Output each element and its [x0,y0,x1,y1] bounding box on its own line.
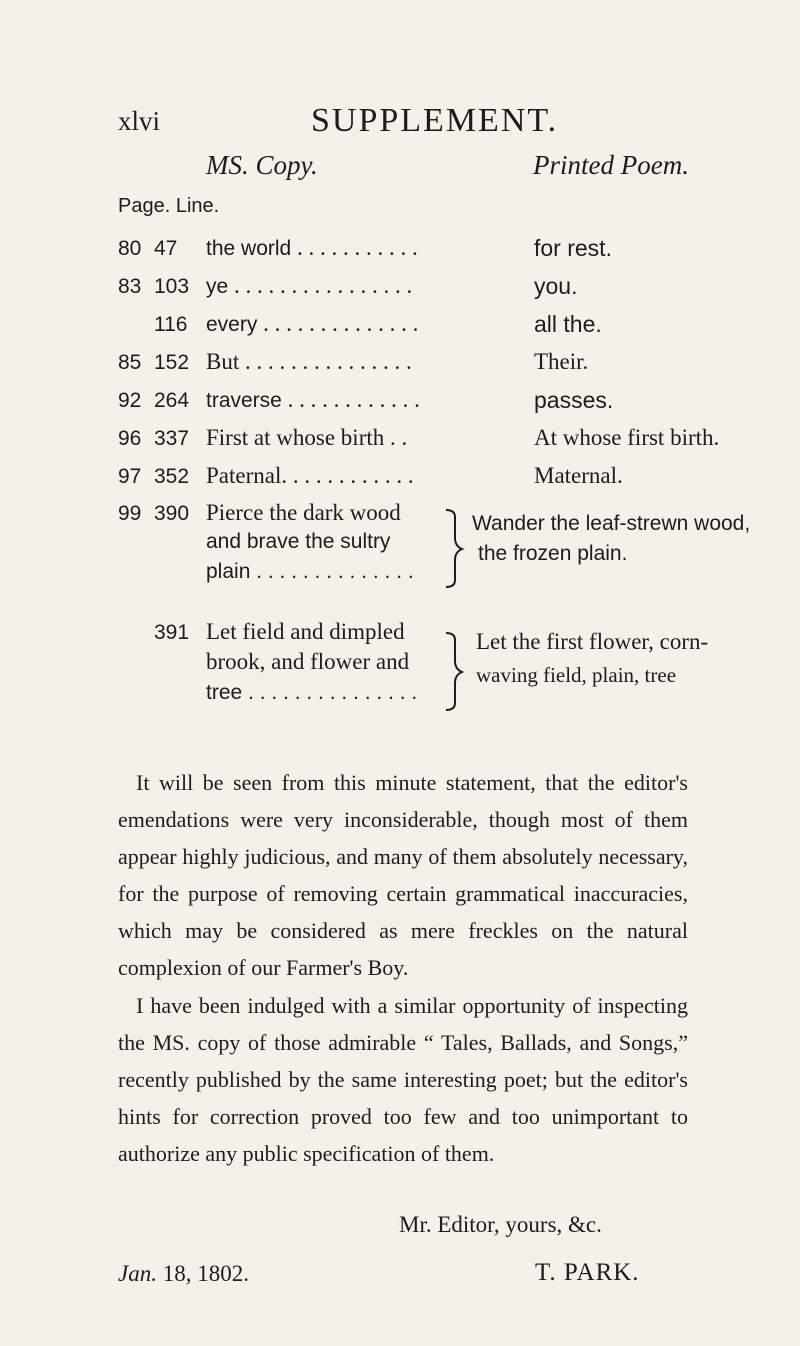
row-printed-text: all the. [534,311,602,337]
leader-dots: . . . . . . . . . . . . . . [257,311,419,336]
leader-dots: . . [384,425,408,450]
row-page: 80 [118,237,142,260]
printed-text-line: waving field, plain, tree [476,663,677,687]
table-row [0,385,800,425]
ms-word: the world [206,237,292,260]
page-number: xlvi [118,106,161,136]
ms-text-line: Pierce the dark wood [206,500,401,525]
printed-text-line: Let the first flower, corn- [476,629,709,654]
leader-dots: . . . . . . . . . . . . . . . . [228,273,413,298]
row-printed-text: you. [534,273,578,299]
table-row [0,271,800,311]
table-row-multiline [0,619,800,737]
ms-text-line: and brave the sultry [206,530,391,553]
brace-icon [438,631,466,713]
table-row [0,461,800,501]
row-printed-text: passes. [534,387,614,413]
column-heading-printed-poem: Printed Poem. [533,150,689,180]
ms-word: But [206,349,240,374]
row-ms-text [206,463,516,489]
row-line: 103 [154,275,190,298]
leader-dots: . . . . . . . . . . . . . . . [239,349,412,374]
row-line: 352 [154,465,190,488]
brace-icon [438,508,466,590]
table-row [0,233,800,273]
row-ms-text [206,387,516,413]
leader-dots: . . . . . . . . . . . . [281,463,414,488]
row-line: 152 [154,351,190,374]
row-line: 47 [154,237,178,260]
printed-text-line: the frozen plain. [478,542,628,565]
table-row [0,309,800,349]
row-printed-text: Their. [534,349,589,374]
letter-date [118,1261,249,1287]
leader-dots: . . . . . . . . . . . [291,235,418,260]
ms-text-line: brook, and flower and [206,649,410,674]
ms-word: every [206,313,258,336]
row-page: 92 [118,389,142,412]
ms-word: Paternal [206,463,282,488]
ms-word: First at whose birth [206,425,385,450]
ms-text-line: Let field and dimpled [206,619,405,644]
table-row [0,423,800,463]
running-head: SUPPLEMENT. [311,102,559,139]
column-heading-ms-copy: MS. Copy. [206,150,318,180]
ms-word: traverse [206,389,282,412]
ms-text-line: plain . . . . . . . . . . . . . . [206,560,414,583]
row-page: 85 [118,351,142,374]
body-paragraph: I have been indulged with a similar opportunity of inspecting the MS. copy of those admirable “ Tales, Ballads, and Songs,” recently published by the same interesting poet; but the editor's hints for correction proved too few and too unimportant to authorize any public specification of them. [118,993,688,1166]
row-page: 83 [118,275,142,298]
table-row [0,347,800,387]
printed-text-line: Wander the leaf-strewn wood, [472,512,751,535]
date-day-year: 18, 1802. [156,1261,249,1286]
row-printed-text: for rest. [534,235,612,261]
row-line: 391 [154,621,190,644]
row-ms-text [206,311,516,337]
row-line: 116 [154,313,188,336]
row-printed-text: Maternal. [534,463,623,488]
column-subheading-page-line: Page. Line. [118,195,220,217]
row-ms-text [206,273,516,299]
row-ms-text [206,349,516,375]
row-line: 264 [154,389,190,412]
row-page: 97 [118,465,142,488]
row-ms-text [206,425,516,451]
table-row-multiline [0,500,800,618]
row-page: 96 [118,427,142,450]
author-signature: T. PARK. [535,1259,640,1286]
row-printed-text: At whose first birth. [534,425,720,450]
row-page: 99 [118,502,142,525]
body-paragraph: It will be seen from this minute statement, that the editor's emendations were very inconsiderable, though most of them appear highly judicious, and many of them absolutely necessary, for the purpose of removing certain grammatical inaccuracies, which may be considered as mere freckles on the natural complexion of our Farmer's Boy. [118,770,688,980]
date-month: Jan. [118,1261,157,1286]
row-ms-text [206,235,516,261]
ms-word: ye [206,275,229,298]
signoff: Mr. Editor, yours, &c. [399,1212,602,1237]
ms-text-line: tree . . . . . . . . . . . . . . . [206,681,418,704]
leader-dots: . . . . . . . . . . . . [281,387,420,412]
row-line: 390 [154,502,190,525]
row-line: 337 [154,427,190,450]
